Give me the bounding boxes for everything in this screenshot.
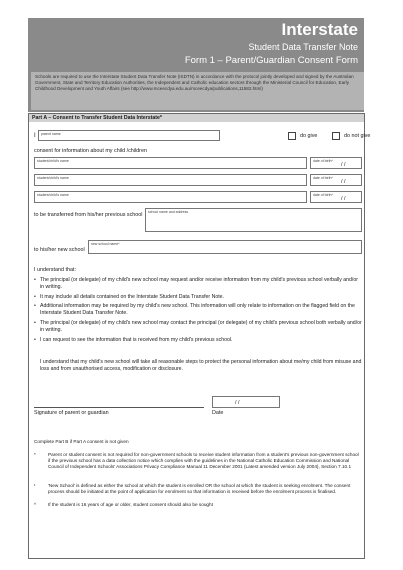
understand-bullet: The principal (or delegate) of my child's new school may contact the principal (or delegate) of my child's previous school both verbally and/or in writing.: [40, 320, 362, 333]
signature-date-field[interactable]: [212, 396, 280, 408]
date-label: Date: [212, 410, 224, 416]
complete-part-b-note: Complete Part B if Part A consent is not given: [34, 439, 129, 444]
parent-name-label: parent name: [41, 132, 61, 136]
child-dob-field[interactable]: [310, 191, 362, 203]
new-school-field[interactable]: [88, 240, 362, 254]
bullet-dot: •: [34, 320, 36, 326]
do-not-give-checkbox[interactable]: [332, 132, 340, 140]
bullet-dot: •: [34, 277, 36, 283]
previous-school-field[interactable]: [145, 208, 362, 232]
understand-bullet: It may include all details contained on the Interstate Student Data Transfer Note.: [40, 294, 224, 300]
bullet-dot: •: [34, 337, 36, 343]
child-dob-label: date of birth^: [313, 193, 334, 197]
child-name-label: student/child's name: [37, 159, 69, 163]
signature-line[interactable]: [34, 407, 204, 408]
footnote-text: Parent or student consent is not required for non-government schools to receive student information from a student's previous non-government school if the previous school has a data collection notice which complies with the guidelines in the National Catholic Education Commission and National Council of Independent Schools' Associations Privacy Compliance Manual 11 December 2001 (Latest amended version July 2004), Section 7.10.1: [48, 452, 359, 469]
header-form-name: Form 1 – Parent/Guardian Consent Form: [184, 55, 358, 66]
header-notice: Schools are required to use the Interstate Student Data Transfer Note (ISDTN) in accordance with the protocol jointly developed and signed by the Australian Government, State and Territory Education Authorities, the Independent and Catholic education sectors through the Ministerial Council for Education, Early Childhood Development and Youth Affairs (see http://www.mceecdya.edu.au/mceecdya/publications,11582.html): [31, 72, 364, 110]
previous-school-label: school name and address: [148, 210, 189, 214]
do-give-checkbox[interactable]: [288, 132, 296, 140]
footnote-mark: *: [34, 452, 36, 457]
signature-date-slashes: / /: [235, 400, 240, 406]
footnote-text: 'New School' is defined as either the school at which the student is enrolled OR the school at which the student is seeking enrolment. The consent process should be initiated at the point of application for enrolment so that information is received before the enrolment process is finalised.: [48, 483, 351, 494]
child-dob-label: date of birth^: [313, 176, 334, 180]
do-give-label: do give: [300, 133, 318, 139]
parent-name-field[interactable]: [38, 130, 220, 141]
child-name-field[interactable]: [34, 174, 307, 186]
footnote-mark: ¹: [34, 483, 36, 488]
signature-label: Signature of parent or guardian: [34, 410, 109, 416]
footnote-text: If the student is 16 years of age or older, student consent should also be sought: [48, 502, 213, 507]
child-dob-field[interactable]: [310, 157, 362, 169]
bullet-dot: •: [34, 294, 36, 300]
bullet-dot: •: [34, 303, 36, 309]
understand-bullet: I can request to see the information that is received from my child's previous school.: [40, 337, 233, 343]
new-school-field-label: new school name*: [91, 242, 120, 246]
child-name-label: student/child's name: [37, 193, 69, 197]
dob-slashes: / /: [341, 179, 346, 185]
understand-bullet: Additional information may be required by my child's new school. This information will only relate to information on the flagged field on the Interstate Student Data Transfer Note.: [40, 303, 355, 316]
understand-bullet: The principal (or delegate) of my child's new school may request and/or receive information from my child's previous school verbally and/or in writing.: [40, 277, 358, 290]
header-subtitle: Student Data Transfer Note: [248, 42, 358, 52]
form-header: [28, 18, 364, 112]
understand-heading: I understand that:: [34, 267, 76, 273]
new-school-label: to his/her new school: [34, 247, 85, 253]
child-dob-label: date of birth^: [313, 159, 334, 163]
child-name-field[interactable]: [34, 157, 307, 169]
do-not-give-label: do not give: [344, 133, 371, 139]
dob-slashes: / /: [341, 196, 346, 202]
child-name-field[interactable]: [34, 191, 307, 203]
dob-slashes: / /: [341, 162, 346, 168]
transfer-label: to be transferred from his/her previous school: [34, 212, 143, 218]
child-name-label: student/child's name: [37, 176, 69, 180]
child-dob-field[interactable]: [310, 174, 362, 186]
header-title: Interstate: [281, 20, 358, 39]
reasonable-steps-text: I understand that my child's new school will take all reasonable steps to protect the personal information about me/my child from misuse and loss and from unauthorised access, modification or disclosure.: [40, 359, 362, 372]
part-a-heading: Part A – Consent to Transfer Student Data Interstate*: [29, 114, 364, 122]
i-label: I: [34, 133, 36, 139]
consent-line: consent for information about my child /children: [34, 148, 147, 154]
footnote-mark: ^: [34, 502, 37, 507]
